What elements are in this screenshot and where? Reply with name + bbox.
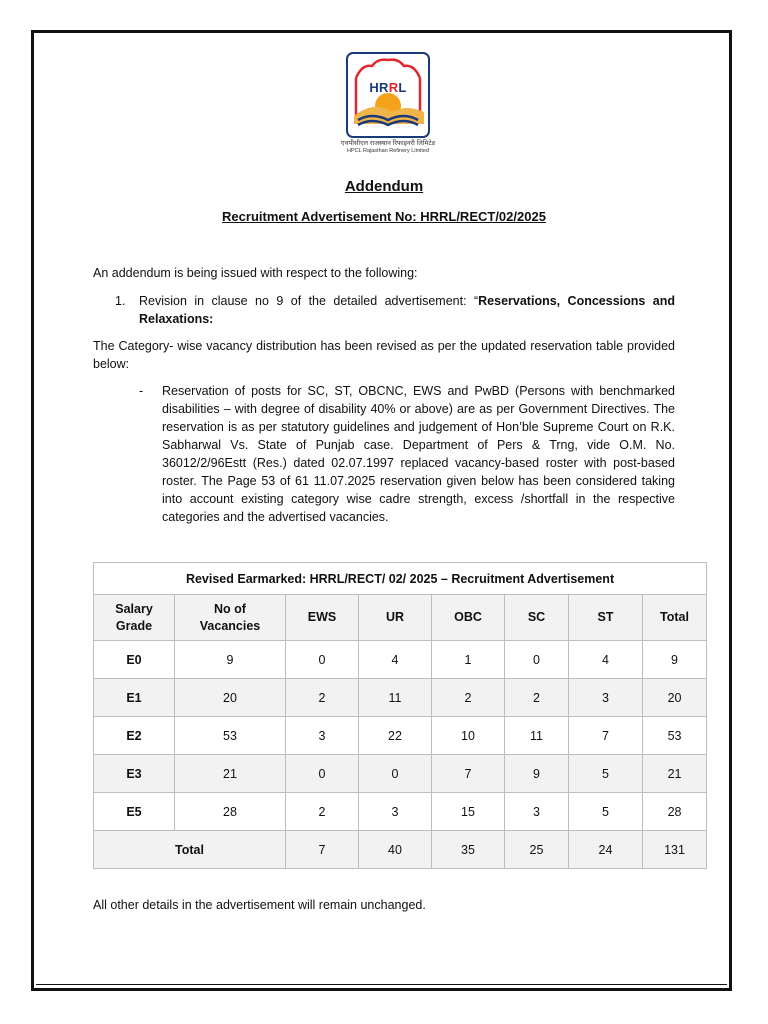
header-salary-grade: Salary Grade — [94, 595, 175, 641]
total-ur: 40 — [359, 831, 432, 869]
intro-paragraph: An addendum is being issued with respect to the following: — [93, 266, 418, 280]
table-row — [94, 755, 707, 793]
cell-st: 3 — [569, 679, 643, 717]
list-item-number: 1. — [115, 294, 126, 308]
cell-grade: E0 — [94, 641, 175, 679]
table-total-row — [94, 831, 707, 869]
cell-ur: 22 — [359, 717, 432, 755]
table-caption: Revised Earmarked: HRRL/RECT/ 02/ 2025 – Recruitment Advertisement — [94, 563, 707, 595]
cell-st: 5 — [569, 755, 643, 793]
cell-ur: 4 — [359, 641, 432, 679]
bullet-dash: - — [139, 384, 144, 398]
hrrl-logo — [346, 52, 430, 138]
list-item-bold: Reservations, Concessions and Relaxations: — [139, 294, 675, 326]
cell-vacancies: 9 — [175, 641, 286, 679]
total-st: 24 — [569, 831, 643, 869]
total-obc: 35 — [432, 831, 505, 869]
cell-total: 20 — [643, 679, 707, 717]
table-row — [94, 793, 707, 831]
cell-st: 7 — [569, 717, 643, 755]
cell-ur: 11 — [359, 679, 432, 717]
cell-sc: 9 — [505, 755, 569, 793]
cell-ur: 3 — [359, 793, 432, 831]
cell-obc: 15 — [432, 793, 505, 831]
cell-ews: 0 — [286, 755, 359, 793]
list-item-plain: Revision in clause no 9 of the detailed advertisement: “ — [139, 294, 479, 308]
table-header-row — [94, 595, 707, 641]
table-row — [94, 679, 707, 717]
cell-vacancies: 21 — [175, 755, 286, 793]
cell-grade: E1 — [94, 679, 175, 717]
logo-hindi-tagline: एचपीसीएल राजस्थान रिफाइनरी लिमिटेड — [340, 140, 436, 147]
cell-total: 9 — [643, 641, 707, 679]
cell-ews: 2 — [286, 793, 359, 831]
cell-total: 53 — [643, 717, 707, 755]
document-subtitle: Recruitment Advertisement No: HRRL/RECT/02/2025 — [222, 209, 546, 224]
header-no-of-vacancies: No of Vacancies — [175, 595, 286, 641]
header-total: Total — [643, 595, 707, 641]
cell-obc: 2 — [432, 679, 505, 717]
cell-total: 28 — [643, 793, 707, 831]
distribution-paragraph: The Category- wise vacancy distribution has been revised as per the updated reservation table provided below: — [93, 339, 675, 371]
cell-vacancies: 28 — [175, 793, 286, 831]
document-title: Addendum — [344, 178, 424, 195]
cell-grade: E2 — [94, 717, 175, 755]
total-sc: 25 — [505, 831, 569, 869]
cell-ews: 2 — [286, 679, 359, 717]
cell-obc: 7 — [432, 755, 505, 793]
reservation-paragraph: Reservation of posts for SC, ST, OBCNC, EWS and PwBD (Persons with benchmarked disabilities – with degree of disability 40% or above) are as per Government Directives. The reservation is as per statutory guidelines and judgement of Hon’ble Supreme Court on R.K. Sabharwal Vs. State of Punjab case. Department of Pers & Trng, vide O.M. No. 36012/2/96Estt (Res.) dated 02.07.1997 replaced vacancy-based roster with post-based roster. The Page 53 of 61 11.07.2025 reservation given below has been considered taking into account existing category wise cadre strength, excess /shortfall in the respective categories and the advertised vacancies. — [162, 384, 675, 524]
logo-brand-text: HRRL — [369, 80, 407, 95]
cell-ews: 0 — [286, 641, 359, 679]
logo-emblem-icon — [348, 54, 428, 136]
cell-sc: 3 — [505, 793, 569, 831]
cell-sc: 2 — [505, 679, 569, 717]
cell-obc: 1 — [432, 641, 505, 679]
cell-ews: 3 — [286, 717, 359, 755]
cell-sc: 0 — [505, 641, 569, 679]
cell-obc: 10 — [432, 717, 505, 755]
total-label: Total — [94, 831, 286, 869]
footer-note: All other details in the advertisement will remain unchanged. — [93, 898, 426, 912]
header-st: ST — [569, 595, 643, 641]
logo-english-tagline: HPCL Rajasthan Refinery Limited — [346, 148, 430, 154]
cell-grade: E5 — [94, 793, 175, 831]
list-item-text — [139, 292, 675, 328]
header-ews: EWS — [286, 595, 359, 641]
cell-ur: 0 — [359, 755, 432, 793]
table-row — [94, 717, 707, 755]
cell-st: 5 — [569, 793, 643, 831]
cell-vacancies: 20 — [175, 679, 286, 717]
table-row — [94, 641, 707, 679]
cell-total: 21 — [643, 755, 707, 793]
cell-grade: E3 — [94, 755, 175, 793]
earmarked-table — [93, 562, 707, 869]
cell-vacancies: 53 — [175, 717, 286, 755]
header-sc: SC — [505, 595, 569, 641]
total-total: 131 — [643, 831, 707, 869]
cell-st: 4 — [569, 641, 643, 679]
cell-sc: 11 — [505, 717, 569, 755]
total-ews: 7 — [286, 831, 359, 869]
header-obc: OBC — [432, 595, 505, 641]
header-ur: UR — [359, 595, 432, 641]
